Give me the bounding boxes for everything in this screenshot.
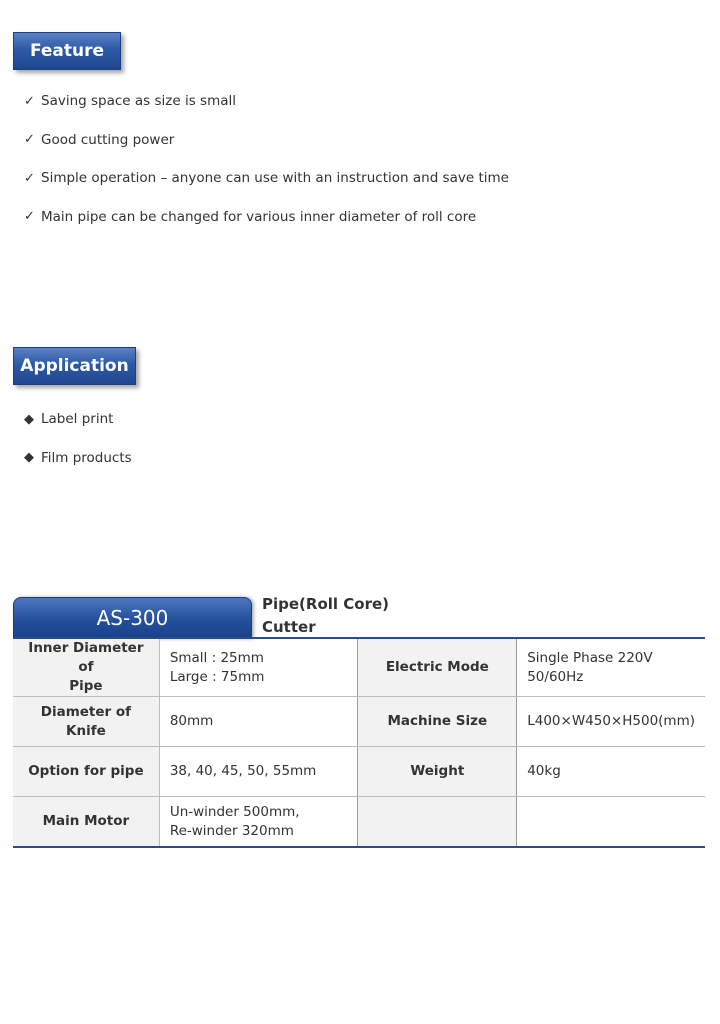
list-item: ✓ Good cutting power — [24, 131, 175, 148]
checkmark-icon: ✓ — [24, 132, 35, 148]
model-name-tab: AS-300 — [13, 597, 252, 639]
list-item: ◆ Film products — [24, 449, 132, 466]
table-row — [13, 638, 705, 697]
list-item: ✓ Saving space as size is small — [24, 93, 236, 110]
table-row — [13, 797, 705, 848]
checkmark-icon: ✓ — [24, 209, 35, 225]
spec-label: Weight — [358, 747, 517, 797]
list-item: ✓ Main pipe can be changed for various inner diameter of roll core — [24, 208, 477, 225]
spec-label: Machine Size — [358, 697, 517, 747]
spec-value: Un-winder 500mm, Re-winder 320mm — [159, 797, 358, 848]
spec-label: Inner Diameter of Pipe — [13, 638, 159, 697]
table-row — [13, 747, 705, 797]
feature-heading: Feature — [13, 32, 121, 70]
spec-value: 38, 40, 45, 50, 55mm — [159, 747, 358, 797]
checkmark-icon: ✓ — [24, 170, 35, 186]
spec-value — [517, 797, 705, 848]
application-list — [24, 400, 132, 477]
spec-value: 80mm — [159, 697, 358, 747]
spec-value: L400×W450×H500(mm) — [517, 697, 705, 747]
spec-value: Small : 25mm Large : 75mm — [159, 638, 358, 697]
spec-label — [358, 797, 517, 848]
spec-table — [13, 637, 705, 848]
spec-label: Electric Mode — [358, 638, 517, 697]
feature-list — [24, 82, 509, 236]
product-title-line: Cutter — [262, 618, 316, 636]
diamond-bullet-icon: ◆ — [24, 411, 34, 427]
application-heading: Application — [13, 347, 136, 385]
spec-label: Diameter of Knife — [13, 697, 159, 747]
spec-value: 40kg — [517, 747, 705, 797]
spec-value: Single Phase 220V 50/60Hz — [517, 638, 705, 697]
spec-label: Option for pipe — [13, 747, 159, 797]
list-item: ✓ Simple operation – anyone can use with an instruction and save time — [24, 170, 509, 187]
list-item: ◆ Label print — [24, 411, 114, 428]
product-title-line: Pipe(Roll Core) — [262, 595, 390, 613]
table-row — [13, 697, 705, 747]
product-title — [262, 593, 422, 639]
spec-label: Main Motor — [13, 797, 159, 848]
diamond-bullet-icon: ◆ — [24, 450, 34, 466]
checkmark-icon: ✓ — [24, 93, 35, 109]
